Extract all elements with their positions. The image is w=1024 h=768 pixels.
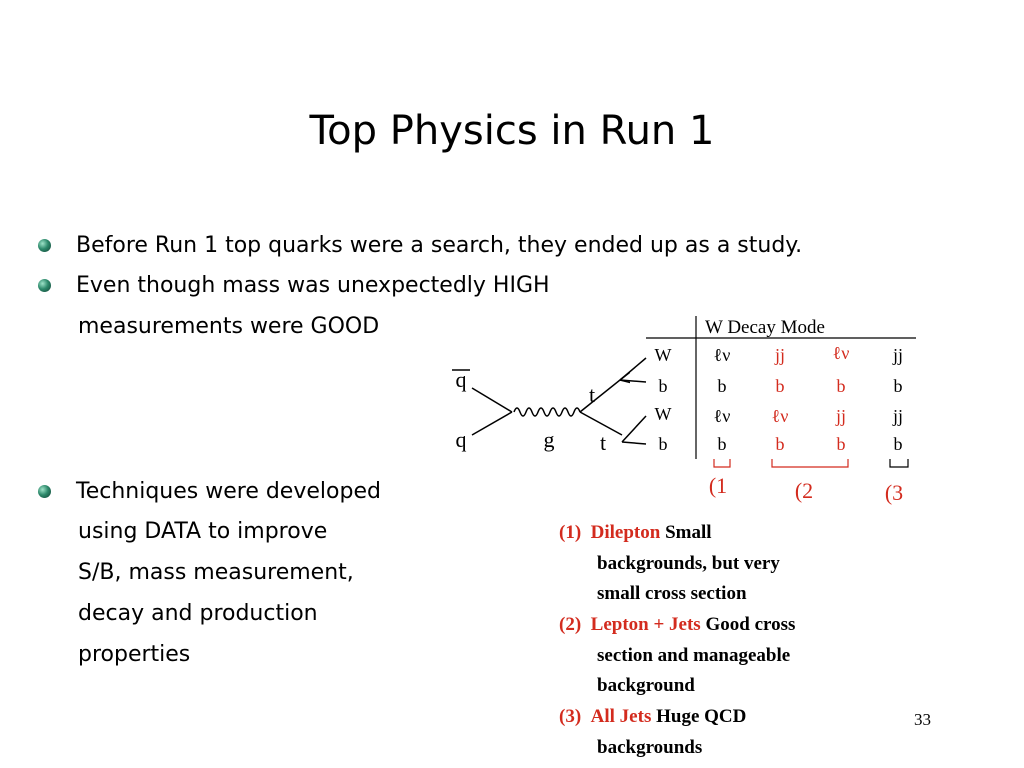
table-cell: b: [836, 434, 846, 454]
group-label: (1: [708, 473, 728, 498]
table-cell: b: [775, 376, 785, 396]
slide-title: Top Physics in Run 1: [309, 108, 715, 154]
table-cell: ℓν: [713, 406, 731, 426]
bullet-text: Before Run 1 top quarks were a search, they ended up as a study.: [76, 233, 803, 258]
bullet-continuation: decay and production: [78, 601, 318, 626]
group-label: (3: [884, 480, 904, 505]
qbar-label: q: [455, 367, 467, 392]
bullet-continuation: using DATA to improve: [78, 519, 328, 544]
table-cell: jj: [774, 345, 785, 365]
bullet-icon: [38, 279, 51, 292]
bullet-icon: [38, 485, 51, 498]
table-cell: ℓν: [771, 406, 789, 426]
table-cell: jj: [892, 406, 903, 426]
table-cell: b: [893, 434, 903, 454]
g-label: g: [543, 427, 555, 452]
gluon-line: [514, 408, 580, 416]
t-label-upper: t: [588, 382, 596, 407]
table-cell: b: [893, 376, 903, 396]
table-cell: b: [836, 376, 846, 396]
legend-item: (3) All Jets Huge QCD backgrounds: [559, 706, 747, 758]
quark-line-upper: [472, 388, 512, 412]
legend-item: (1) Dilepton Small backgrounds, but very small cross section: [559, 522, 780, 604]
row-label: W: [654, 404, 672, 424]
table-cell: b: [717, 434, 727, 454]
table-cell: ℓν: [713, 345, 731, 365]
table-cell: b: [775, 434, 785, 454]
table-header: W Decay Mode: [705, 317, 825, 338]
bullet-continuation: S/B, mass measurement,: [78, 560, 354, 585]
row-label: b: [658, 376, 668, 396]
q-label: q: [455, 427, 467, 452]
table-cell: jj: [892, 345, 903, 365]
quark-line-lower: [472, 412, 512, 435]
bullet-text: Even though mass was unexpectedly HIGH: [76, 273, 550, 298]
bullet-text: Techniques were developed: [76, 479, 381, 504]
bullet-icon: [38, 239, 51, 252]
table-cell: b: [717, 376, 727, 396]
group-brackets: [700, 455, 920, 475]
bullet-continuation: measurements were GOOD: [78, 314, 380, 339]
t-label-lower: t: [599, 430, 607, 455]
table-cell: jj: [835, 406, 846, 426]
bullet-continuation: properties: [78, 642, 191, 667]
group-label: (2: [794, 478, 814, 503]
table-cell: ℓν: [832, 343, 850, 363]
legend-item: (2) Lepton + Jets Good cross section and manageable background: [559, 614, 796, 696]
row-label: W: [654, 345, 672, 365]
row-label: b: [658, 434, 668, 454]
page-number: 33: [914, 710, 931, 729]
